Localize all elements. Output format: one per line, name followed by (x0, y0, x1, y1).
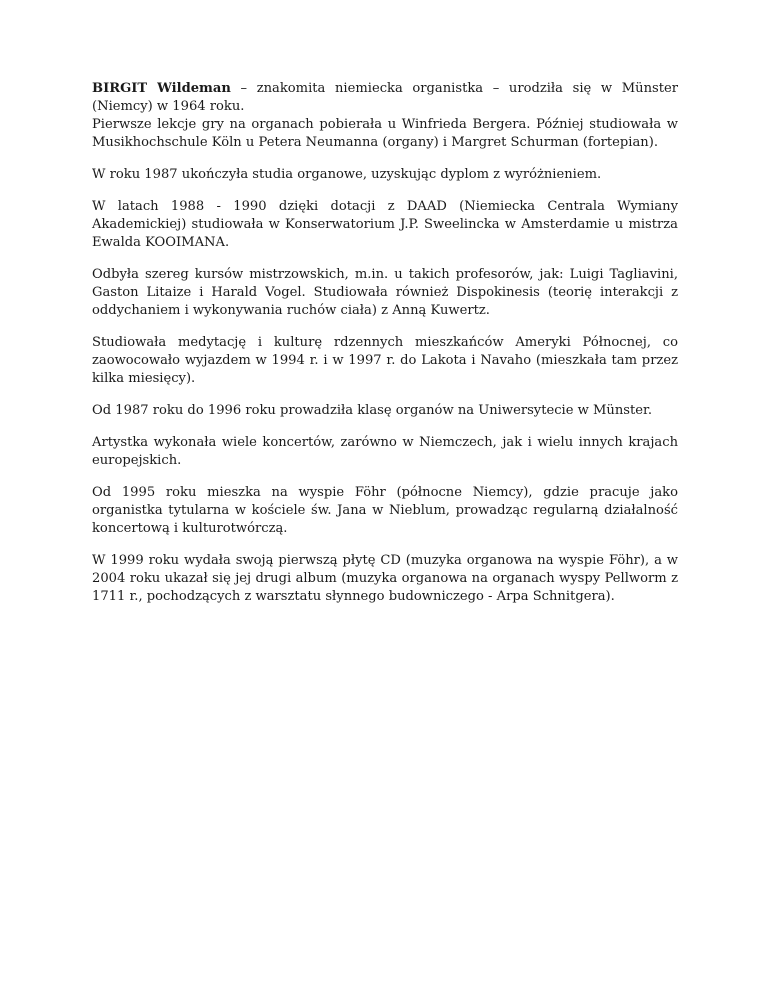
paragraph-daad-studies: W latach 1988 - 1990 dzięki dotacji z DAAD (Niemiecka Centrala Wymiany Akademickiej) studiowała w Konserwatorium J.P. Sweelincka w Amsterdamie u mistrza Ewalda KOOIMANA. (92, 199, 678, 250)
paragraph-teaching: Od 1987 roku do 1996 roku prowadziła klasę organów na Uniwersytecie w Münster. (92, 403, 653, 418)
paragraph-meditation: Studiowała medytację i kulturę rdzennych mieszkańców Ameryki Północnej, co zaowocowało wyjazdem w 1994 r. i w 1997 r. do Lakota i Navaho (mieszkała tam przez kilka miesięcy). (92, 335, 678, 386)
paragraph-education: Pierwsze lekcje gry na organach pobierała u Winfrieda Bergera. Później studiowała w Musikhochschule Köln u Petera Neumanna (organy) i Margret Schurman (fortepian). (92, 117, 678, 150)
intro-text: – znakomita niemiecka organistka – urodziła się w Münster (Niemcy) w 1964 roku. (92, 81, 678, 114)
paragraph-concerts: Artystka wykonała wiele koncertów, zarówno w Niemczech, jak i wielu innych krajach europejskich. (92, 435, 678, 468)
paragraph-graduation: W roku 1987 ukończyła studia organowe, uzyskując dyplom z wyróżnieniem. (92, 167, 602, 182)
artist-name: BIRGIT Wildeman (92, 81, 231, 96)
paragraph-master-courses: Odbyła szereg kursów mistrzowskich, m.in. u takich profesorów, jak: Luigi Tagliavini, Gaston Litaize i Harald Vogel. Studiowała również Dispokinesis (teorię interakcji z oddychaniem i wykonywania ruchów ciała) z Anną Kuwertz. (92, 267, 678, 318)
paragraph-fohr: Od 1995 roku mieszka na wyspie Föhr (północne Niemcy), gdzie pracuje jako organistka tytularna w kościele św. Jana w Nieblum, prowadząc regularną działalność koncertową i kulturotwórczą. (92, 485, 678, 536)
document-body (92, 80, 678, 620)
intro-paragraph (92, 80, 678, 116)
paragraph-albums: W 1999 roku wydała swoją pierwszą płytę CD (muzyka organowa na wyspie Föhr), a w 2004 roku ukazał się jej drugi album (muzyka organowa na organach wyspy Pellworm z 1711 r., pochodzących z warsztatu słynnego budowniczego - Arpa Schnitgera). (92, 553, 678, 604)
